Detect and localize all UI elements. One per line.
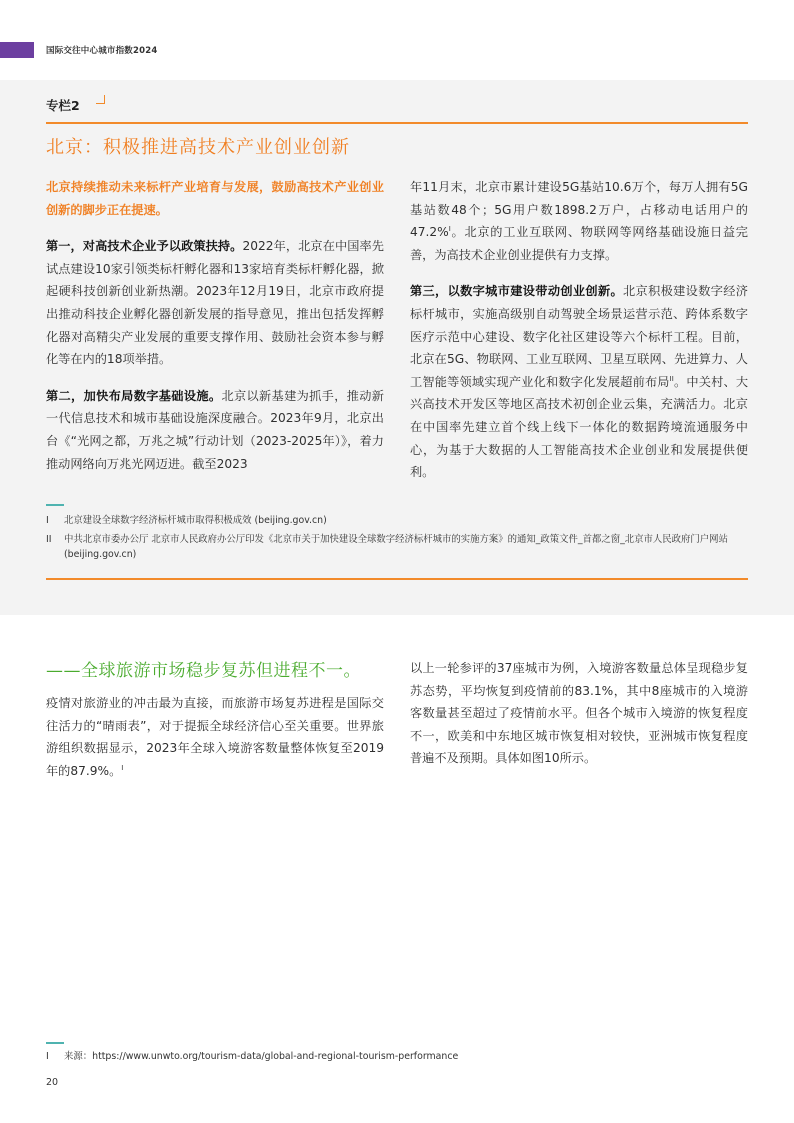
box-top-rule: [46, 122, 748, 124]
p2-text-b: 年11月末，北京市累计建设5G基站10.6万个，每万人拥有5G基站数48个；5G用户数1898.2万户，占移动电话用户的47.2%: [410, 180, 748, 240]
box-paragraph-2-cont: [410, 176, 748, 266]
footnote-source-link[interactable]: 来源：https://www.unwto.org/tourism-data/global-and-regional-tourism-performance: [64, 1051, 459, 1062]
box-left-column: [46, 176, 384, 489]
section-heading: ——全球旅游市场稳步复苏但进程不一。: [46, 661, 361, 681]
section-left-paragraph: [46, 692, 384, 782]
footnote-item: [46, 532, 748, 563]
box-footnotes: [46, 513, 748, 566]
footnote-divider: [46, 504, 64, 506]
box-right-column: [410, 176, 748, 498]
footnote-number: II: [46, 533, 52, 545]
header-accent-bar: [0, 42, 34, 58]
footnote-ref-source[interactable]: I: [121, 763, 124, 772]
p3-bold: 第三，以数字城市建设带动创业创新。: [410, 284, 624, 299]
box-paragraph-3: [410, 280, 748, 483]
page-footnote: [46, 1049, 748, 1064]
p1-text: 2022年，北京在中国率先试点建设10家引领类标杆孵化器和13家培育类标杆孵化器，掀起硬科技创新创业新热潮。2023年12月19日，北京市政府提出推动科技企业孵化器创新发展的指导意见，推出包括发挥孵化器对高精尖产业发展的重要支撑作用、鼓励社会资本参与孵化等在内的18项举措。: [46, 239, 384, 367]
box-bottom-rule: [46, 578, 748, 580]
page-footnote-divider: [46, 1042, 64, 1044]
p2-text-a: 北京以新基建为抓手，推动新一代信息技术和城市基础设施深度融合。2023年9月，北京出台《“光网之都，万兆之城”行动计划（2023-2025年）》，着力推动网络向万兆光网迈进。截至2023: [46, 388, 384, 471]
section-left-text: 疫情对旅游业的冲击最为直接，而旅游市场复苏进程是国际交往活力的“晴雨表”，对于提振全球经济信心至关重要。世界旅游组织数据显示，2023年全球入境游客数量整体恢复至2019年的87.9%。: [46, 696, 384, 778]
box-title: 北京：积极推进高技术产业创业创新: [46, 137, 350, 158]
running-header-title: 国际交往中心城市指数2024: [46, 46, 158, 56]
p1-bold: 第一，对高技术企业予以政策扶持。: [46, 239, 243, 254]
box-tag: 专栏2: [46, 98, 80, 113]
footnote-number: I: [46, 515, 49, 526]
footnote-ref-2[interactable]: II: [669, 374, 674, 383]
footnote-item: [46, 513, 748, 529]
p2-bold: 第二，加快布局数字基础设施。: [46, 388, 222, 403]
footnote-text[interactable]: 北京建设全球数字经济标杆城市取得积极成效 (beijing.gov.cn): [64, 515, 327, 526]
box-paragraph-1: [46, 235, 384, 371]
box-paragraph-2: [46, 385, 384, 475]
p3-text-b: 。中关村、大兴高技术开发区等地区高技术初创企业云集，充满活力。北京在中国率先建立首个线上线下一体化的数据跨境流通服务中心，为基于大数据的人工智能高技术企业创业和发展提供便利。: [410, 374, 749, 480]
p3-text-a: 北京积极建设数字经济标杆城市，实施高级别自动驾驶全场景运营示范、跨体系数字医疗示范中心建设、数字化社区建设等六个标杆工程。目前，北京在5G、物联网、工业互联网、卫星互联网、先进算力、人工智能等领域实现产业化和数字化发展超前布局: [410, 284, 748, 389]
p2-text-c: 。北京的工业互联网、物联网等网络基础设施日益完善，为高技术企业创业提供有力支撑。: [410, 225, 748, 262]
footnote-number: I: [46, 1051, 49, 1062]
box-lead: 北京持续推动未来标杆产业培育与发展，鼓励高技术产业创业创新的脚步正在提速。: [46, 180, 384, 217]
section-right-paragraph: 以上一轮参评的37座城市为例，入境游客数量总体呈现稳步复苏态势，平均恢复到疫情前的83.1%，其中8座城市的入境游客数量甚至超过了疫情前水平。但各个城市入境游的恢复程度不一，欧美和中东地区城市恢复相对较快，亚洲城市恢复程度普遍不及预期。具体如图10所示。: [410, 661, 748, 766]
footnote-ref-1[interactable]: I: [448, 225, 451, 234]
tag-corner-mark: [96, 95, 105, 104]
footnote-text[interactable]: 中共北京市委办公厅 北京市人民政府办公厅印发《北京市关于加快建设全球数字经济标杆城市的实施方案》的通知_政策文件_首都之窗_北京市人民政府门户网站 (beijing.gov.cn): [64, 533, 728, 560]
page-number: 20: [46, 1077, 59, 1088]
